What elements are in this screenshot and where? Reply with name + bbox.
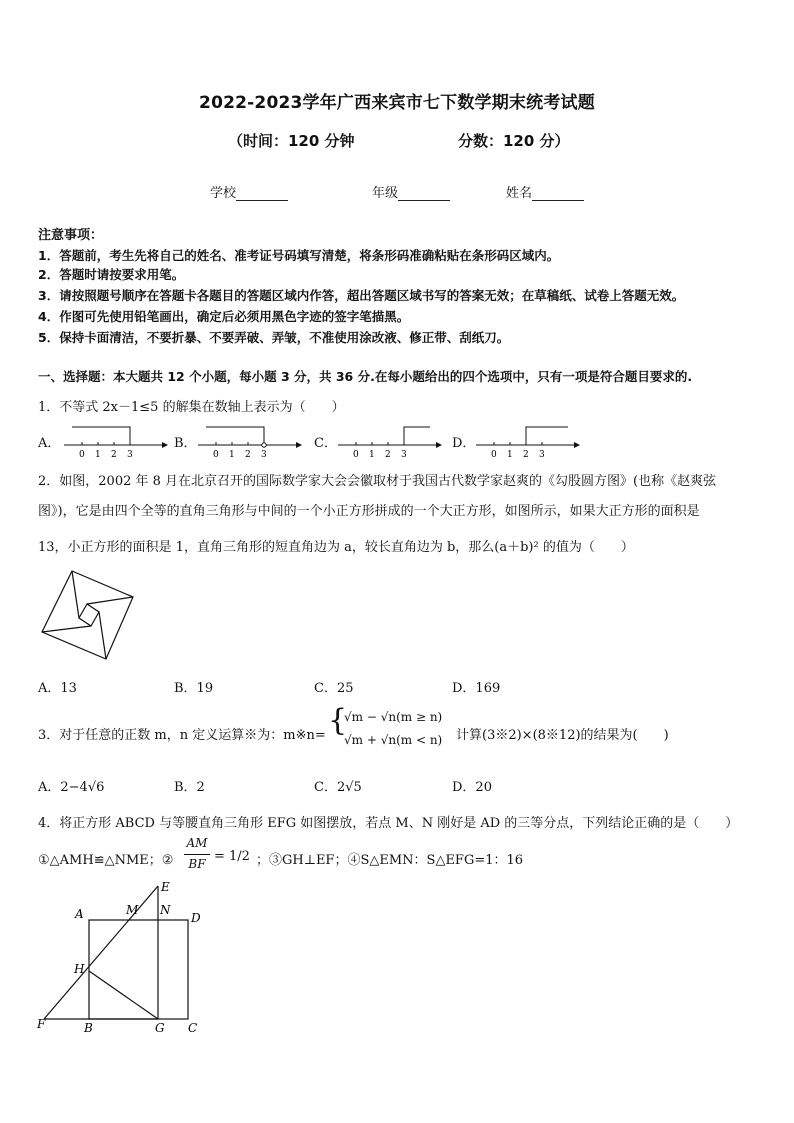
- q4-equals-half: = 1/2: [214, 849, 250, 864]
- point-label-h: H: [74, 962, 85, 976]
- notice-item: 5．保持卡面清洁，不要折暴、不要弄破、弄皱，不准使用涂改液、修正带、刮纸刀。: [38, 330, 510, 345]
- tick-label: 0: [79, 450, 85, 460]
- tick-label: 2: [245, 450, 251, 460]
- fraction-denominator: BF: [188, 857, 206, 871]
- tick-label: 3: [127, 450, 133, 460]
- q3-case-1: √m − √n(m ≥ n): [344, 710, 443, 724]
- grade-label: 年级: [372, 186, 399, 201]
- grade-field: [372, 182, 450, 201]
- q2-option-d: D．169: [452, 681, 501, 696]
- tick-label: 3: [261, 450, 267, 460]
- tick-label: 0: [353, 450, 359, 460]
- piecewise-brace: {: [328, 703, 348, 738]
- tick-label: 0: [491, 450, 497, 460]
- question-4-stem: 4．将正方形 ABCD 与等腰直角三角形 EFG 如图摆放，若点 M、N 刚好是 AD 的三等分点，下列结论正确的是（ ）: [38, 816, 739, 831]
- q4-conclusion-1: ①△AMH≌△NME；②: [38, 853, 174, 868]
- point-label-e: E: [161, 880, 170, 894]
- notice-item: 4．作图可先使用铅笔画出，确定后必须用黑色字迹的签字笔描黑。: [38, 309, 410, 324]
- q1-option-d-label: D．: [452, 436, 476, 451]
- q3-option-d: D．20: [452, 780, 492, 795]
- tick-label: 3: [401, 450, 407, 460]
- tick-label: 3: [539, 450, 545, 460]
- point-label-a: A: [75, 907, 84, 921]
- notice-heading: 注意事项：: [38, 228, 104, 243]
- tick-label: 2: [111, 450, 117, 460]
- q3-option-c: C．2√5: [314, 780, 362, 795]
- point-label-f: F: [37, 1017, 46, 1031]
- zhao-shuang-diagram: [38, 568, 138, 664]
- q1-option-a-label: A．: [38, 436, 61, 451]
- tick-label: 1: [95, 450, 101, 460]
- point-label-b: B: [84, 1021, 93, 1035]
- q1-option-c-label: C．: [314, 436, 337, 451]
- q2-option-c: C．25: [314, 681, 354, 696]
- tick-label: 2: [523, 450, 529, 460]
- square-triangle-diagram: [34, 876, 214, 1036]
- q2-option-b: B．19: [174, 681, 214, 696]
- school-label: 学校: [210, 186, 237, 201]
- notice-item: 3．请按照题号顺序在答题卡各题目的答题区域内作答，超出答题区域书写的答案无效；在草稿纸、试卷上答题无效。: [38, 288, 685, 303]
- point-label-n: N: [160, 903, 171, 917]
- paper-title: 2022-2023学年广西来宾市七下数学期末统考试题: [199, 93, 595, 113]
- notice-item: 1．答题前，考生先将自己的姓名、准考证号码填写清楚，将条形码准确粘贴在条形码区域内。: [38, 248, 560, 263]
- name-label: 姓名: [506, 186, 533, 201]
- tick-label: 0: [213, 450, 219, 460]
- question-1-stem: 1．不等式 2x－1≤5 的解集在数轴上表示为（ ）: [38, 400, 345, 415]
- question-3-stem-a: 3．对于任意的正数 m，n 定义运算※为：m※n=: [38, 728, 326, 743]
- q3-case-2: √m + √n(m < n): [344, 733, 443, 747]
- question-3-stem-b: 计算(3※2)×(8※12)的结果为( ): [456, 728, 669, 743]
- point-label-g: G: [155, 1021, 165, 1035]
- grade-blank: [398, 186, 450, 201]
- tick-label: 1: [507, 450, 513, 460]
- point-label-c: C: [188, 1021, 198, 1035]
- q1-option-a-numberline: [62, 420, 168, 460]
- q2-option-a: A．13: [38, 681, 77, 696]
- question-2-line: 13，小正方形的面积是 1，直角三角形的短直角边为 a，较长直角边为 b，那么(a＋b)² 的值为（ ）: [38, 540, 634, 555]
- school-field: [210, 182, 288, 201]
- total-score: 分数：120 分）: [458, 132, 570, 150]
- fraction-bar: [184, 854, 210, 855]
- section-heading: 一、选择题：本大题共 12 个小题，每小题 3 分，共 36 分.在每小题给出的四个选项中，只有一项是符合题目要求的.: [38, 369, 693, 384]
- question-2-line: 图》)，它是由四个全等的直角三角形与中间的一个小正方形拼成的一个大正方形，如图所示，如果大正方形的面积是: [38, 504, 700, 519]
- school-blank: [236, 186, 288, 201]
- tick-label: 1: [369, 450, 375, 460]
- time-limit: （时间：120 分钟: [228, 132, 355, 150]
- q1-option-d-numberline: [474, 420, 580, 460]
- point-label-d: D: [191, 911, 201, 925]
- tick-label: 1: [229, 450, 235, 460]
- q3-option-a: A．2−4√6: [38, 780, 105, 795]
- notice-item: 2．答题时请按要求用笔。: [38, 267, 185, 282]
- q1-option-c-numberline: [336, 420, 442, 460]
- tick-label: 2: [385, 450, 391, 460]
- fraction-numerator: AM: [186, 836, 208, 850]
- q4-conclusions-rest: ；③GH⊥EF；④S△EMN：S△EFG=1：16: [256, 853, 524, 868]
- q1-option-b-label: B．: [174, 436, 197, 451]
- point-label-m: M: [126, 903, 139, 917]
- name-field: [506, 182, 584, 201]
- name-blank: [532, 186, 584, 201]
- q3-option-b: B．2: [174, 780, 205, 795]
- question-2-line: 2．如图，2002 年 8 月在北京召开的国际数学家大会会徽取材于我国古代数学家赵爽的《勾股圆方图》(也称《赵爽弦: [38, 474, 717, 489]
- q1-option-b-numberline: [196, 420, 302, 460]
